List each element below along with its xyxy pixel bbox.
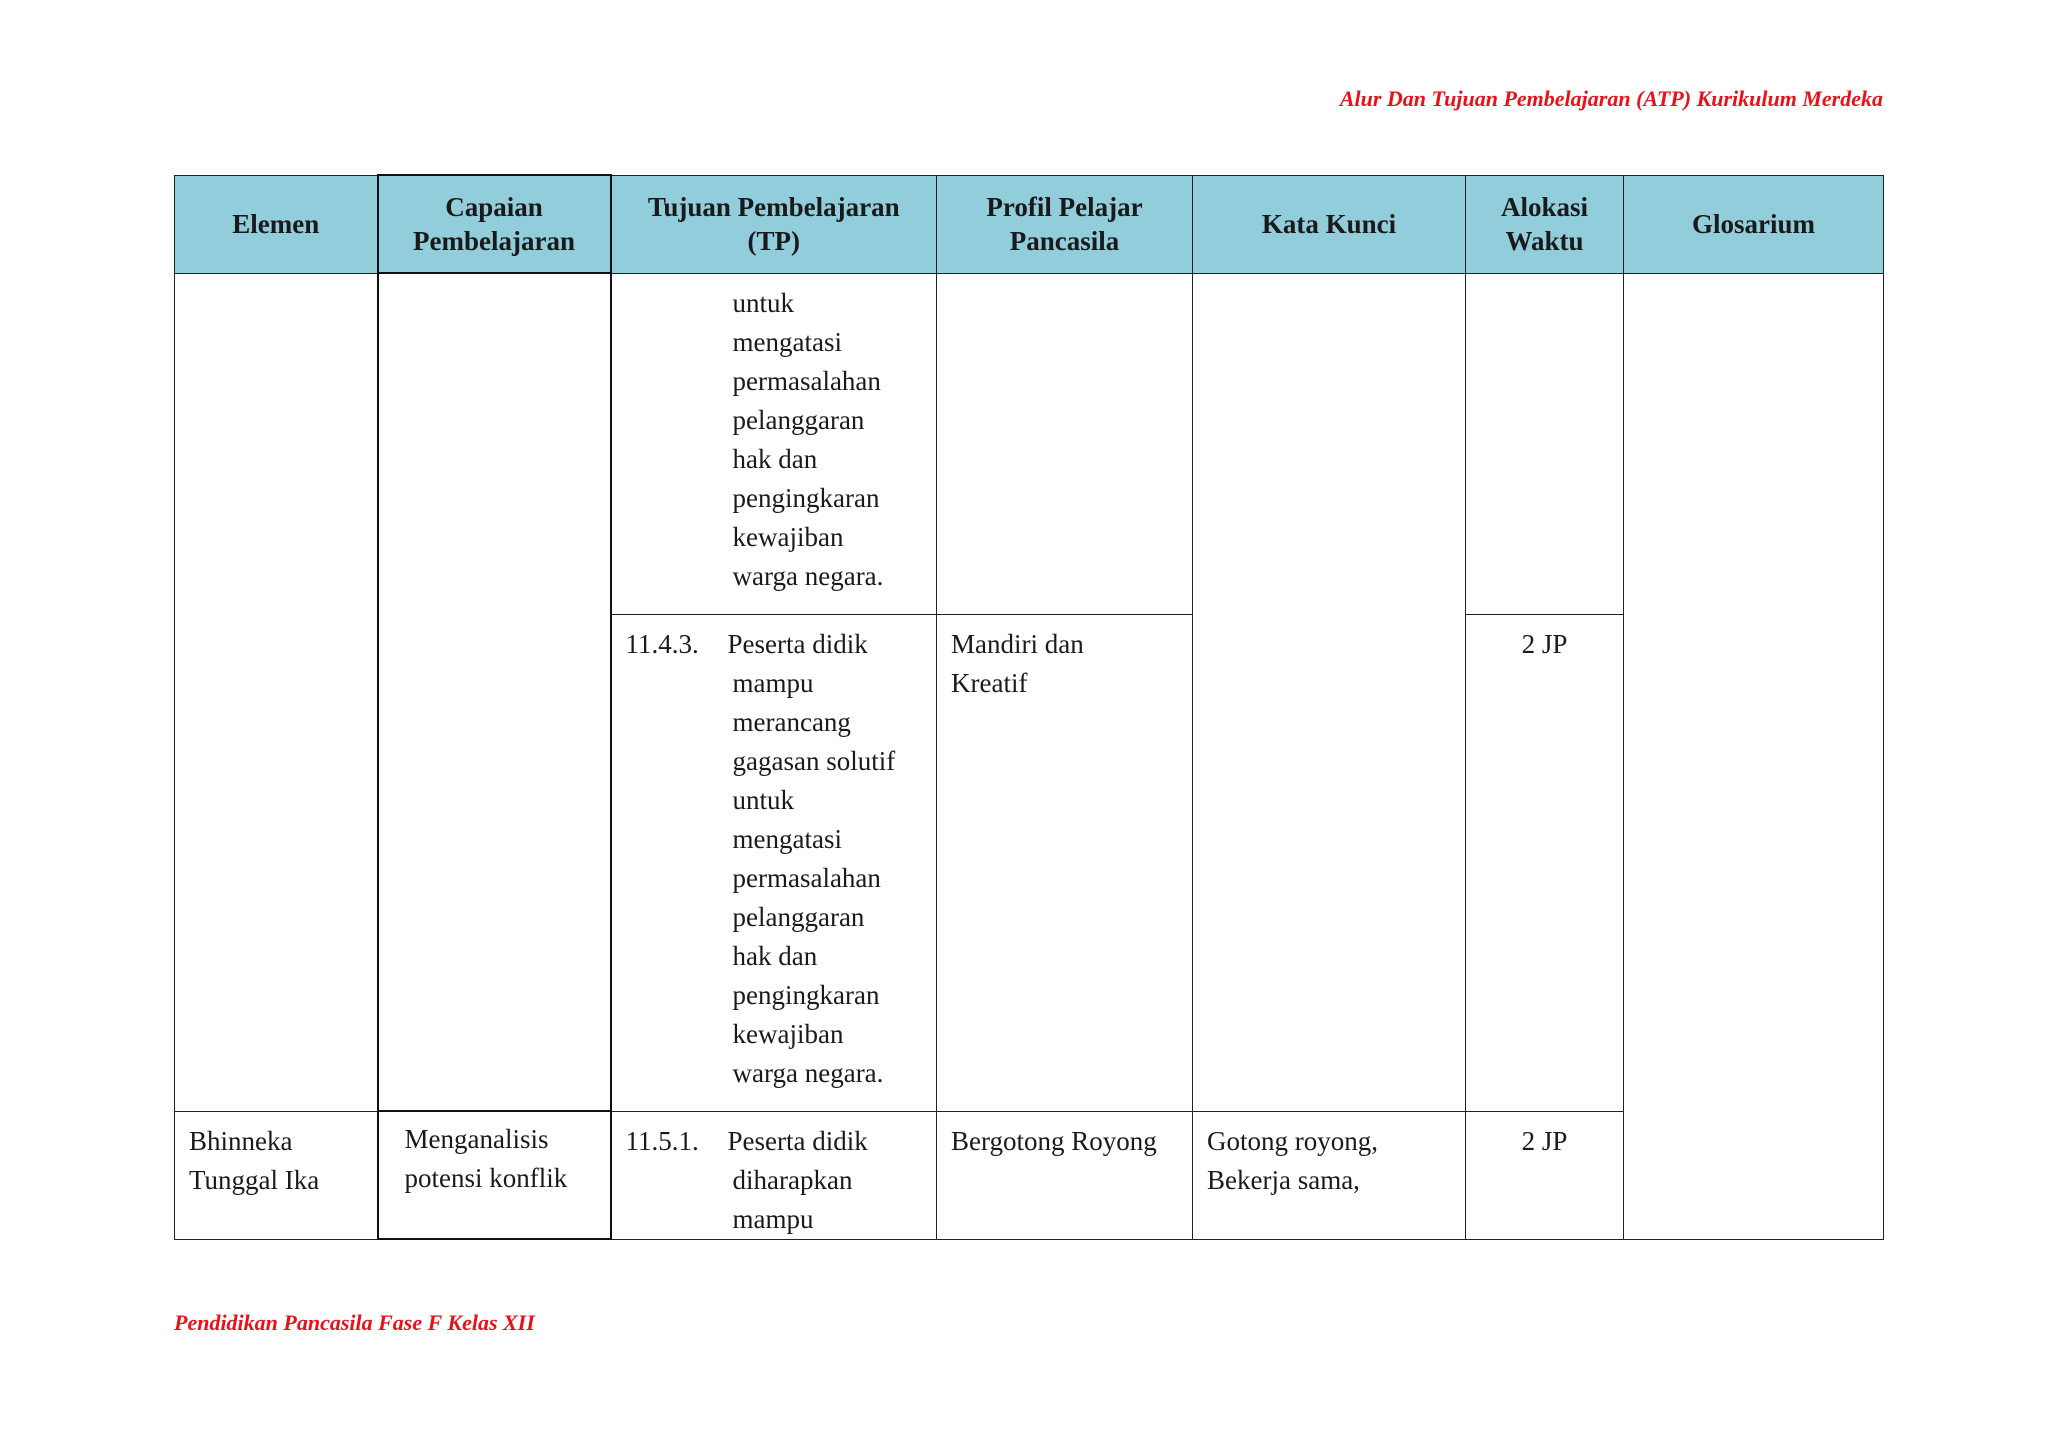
tp-line: mampu: [732, 1203, 814, 1234]
table-row: [175, 273, 1884, 614]
cell-kata-kunci: [1193, 273, 1466, 1111]
tp-line: permasalahan: [732, 862, 881, 893]
cell-elemen: Bhinneka Tunggal Ika: [175, 1111, 378, 1239]
cell-profil: Mandiri dan Kreatif: [937, 614, 1193, 1111]
tp-line: pelanggaran: [732, 404, 865, 435]
tp-line: mengatasi: [732, 823, 842, 854]
header-glosarium: Glosarium: [1624, 175, 1884, 273]
header-alokasi-waktu: Alokasi Waktu: [1466, 175, 1624, 273]
tp-line: untuk: [732, 784, 795, 815]
tp-line: diharapkan: [732, 1164, 853, 1195]
header-profil-pelajar-pancasila: Profil Pelajar Pancasila: [937, 175, 1193, 273]
tp-line: mengatasi: [732, 326, 842, 357]
header-elemen: Elemen: [175, 175, 378, 273]
cell-capaian: [378, 273, 611, 1111]
cell-alokasi: 2 JP: [1466, 614, 1624, 1111]
tp-line: warga negara.: [732, 560, 884, 591]
tp-line: pengingkaran: [732, 979, 880, 1010]
cell-tujuan-pembelajaran: [611, 273, 937, 614]
tp-line: permasalahan: [732, 365, 881, 396]
cell-elemen: [175, 273, 378, 1111]
tp-line: untuk: [732, 287, 795, 318]
cell-alokasi: 2 JP: [1466, 1111, 1624, 1239]
cell-profil: Bergotong Royong: [937, 1111, 1193, 1239]
cell-tujuan-pembelajaran: [611, 1111, 937, 1239]
cell-glosarium: [1624, 273, 1884, 1239]
header-capaian-pembelajaran: Capaian Pembelajaran: [378, 175, 611, 273]
header-row: [175, 175, 1884, 273]
tp-line: mampu: [732, 667, 814, 698]
cell-profil: [937, 273, 1193, 614]
tp-line: kewajiban: [732, 521, 844, 552]
tp-line: pengingkaran: [732, 482, 880, 513]
running-header: Alur Dan Tujuan Pembelajaran (ATP) Kurikulum Merdeka: [1339, 86, 1883, 111]
tp-line: kewajiban: [732, 1018, 844, 1049]
tp-code: 11.4.3.: [625, 628, 699, 659]
tp-line: hak dan: [732, 940, 818, 971]
header-kata-kunci: Kata Kunci: [1193, 175, 1466, 273]
cell-kata-kunci: Gotong royong, Bekerja sama,: [1193, 1111, 1466, 1239]
tp-line: Peserta didik: [727, 1125, 868, 1156]
tp-line: pelanggaran: [732, 901, 865, 932]
tp-line: Peserta didik: [727, 628, 868, 659]
tp-code: 11.5.1.: [625, 1125, 699, 1156]
header-tujuan-pembelajaran: Tujuan Pembelajaran (TP): [611, 175, 937, 273]
tp-line: gagasan solutif: [732, 745, 896, 776]
tp-line: hak dan: [732, 443, 818, 474]
cell-tujuan-pembelajaran: [611, 614, 937, 1111]
tp-line: merancang: [732, 706, 851, 737]
tp-line: warga negara.: [732, 1057, 884, 1088]
atp-table: [174, 174, 1884, 1240]
cell-alokasi: [1466, 273, 1624, 614]
cell-capaian: Menganalisis potensi konflik: [378, 1111, 611, 1239]
running-footer: Pendidikan Pancasila Fase F Kelas XII: [174, 1310, 535, 1335]
